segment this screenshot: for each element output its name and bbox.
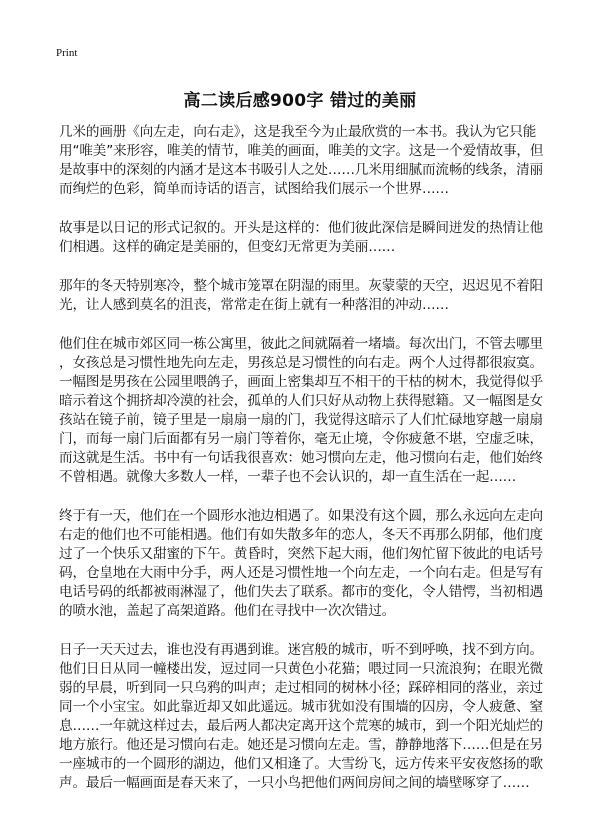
text-line: 的喷水池，盖起了高架道路。他们在寻找中一次次错过。 — [59, 603, 396, 619]
text-line: 故事是以日记的形式记叙的。开头是这样的：他们彼此深信是瞬间迸发的热情让他 — [59, 220, 543, 236]
paragraph — [59, 641, 547, 793]
text-line: 门，而每一扇门后面都有另一扇门等着你，毫无止境，令你疲惫不堪，空虚乏味， — [59, 431, 543, 447]
text-line: 不曾相遇。就像大多数人一样，一辈子也不会认识的，却一直生活在一起…… — [59, 469, 517, 485]
text-line: 码，仓皇地在大雨中分手，两人还是习惯性地一个向左走，一个向右走。但是写有 — [59, 565, 543, 581]
text-line: 孩站在镜子前，镜子里是一扇扇一扇的门，我觉得这暗示了人们忙碌地穿越一扇扇 — [59, 412, 543, 428]
text-line: 几米的画册《向左走，向右走》，这是我至今为止最欣赏的一本书。我认为它只能 — [59, 124, 537, 140]
page-title: 高二读后感900字 错过的美丽 — [183, 91, 417, 112]
paragraph — [59, 219, 547, 257]
text-line: 光，让人感到莫名的沮丧，常常走在街上就有一种落泪的冲动…… — [59, 297, 449, 313]
text-line: 息……一年就这样过去，最后两人都决定离开这个荒寒的城市，到一个阳光灿烂的 — [59, 718, 543, 734]
text-line: 终于有一天，他们在一个圆形水池边相遇了。如果没有这个圆，那么永远向左走向 — [59, 508, 543, 524]
text-line: 用“唯美”来形容，唯美的情节，唯美的画面，唯美的文字。这是一个爱情故事，但 — [59, 143, 544, 159]
paragraph — [59, 335, 547, 487]
article-body — [59, 123, 547, 813]
text-line: 暗示着这个拥挤却冷漠的社会，孤单的人们只好从动物上获得慰籍。又一幅图是女 — [59, 393, 543, 409]
text-line: 同一个小宝宝。如此靠近却又如此遥远。城市犹如没有围墙的囚房，令人疲惫、窒 — [59, 699, 543, 715]
paragraph — [59, 277, 547, 315]
text-line: 他们住在城市郊区同一栋公寓里，彼此之间就隔着一堵墙。每次出门，不管去哪里 — [59, 336, 543, 352]
text-line: 是故事中的深刻的内涵才是这本书吸引人之处……几米用细腻而流畅的线条，清丽 — [59, 162, 543, 178]
text-line: 过了一个快乐又甜蜜的下午。黄昏时，突然下起大雨，他们匆忙留下彼此的电话号 — [59, 546, 543, 562]
text-line: 一座城市的一个圆形的湖边，他们又相逢了。大雪纷飞，远方传来平安夜悠扬的歌 — [59, 756, 543, 772]
text-line: 而这就是生活。书中有一句话我很喜欢：她习惯向左走，他习惯向右走，他们始终 — [59, 450, 543, 466]
print-link[interactable]: Print — [56, 47, 78, 59]
text-line: 右走的他们也不可能相遇。他们有如失散多年的恋人，冬天不再那么阴郁，他们度 — [59, 527, 543, 543]
text-line: 他们日日从同一幢楼出发，逗过同一只黄色小花猫；喂过同一只流浪狗；在眼光微 — [59, 661, 543, 677]
text-line: 电话号码的纸都被雨淋湿了，他们失去了联系。都市的变化，令人错愕，当初相遇 — [59, 584, 543, 600]
text-line: ，女孩总是习惯性地先向左走，男孩总是习惯性的向右走。两个人过得都很寂寞。 — [59, 355, 543, 371]
text-line: 弱的早晨，听到同一只乌鸦的叫声；走过相同的树林小径；踩碎相同的落业，亲过 — [59, 680, 543, 696]
text-line: 们相遇。这样的确定是美丽的，但变幻无常更为美丽…… — [59, 239, 396, 255]
paragraph — [59, 123, 547, 199]
text-line: 声。最后一幅画面是春天来了，一只小鸟把他们两间房间之间的墙壁啄穿了…… — [59, 775, 530, 791]
text-line: 地方旅行。他还是习惯向右走。她还是习惯向左走。雪，静静地落下……但是在另 — [59, 737, 543, 753]
text-line: 日子一天天过去，谁也没有再遇到谁。迷宫般的城市，听不到呼唤，找不到方向。 — [59, 642, 543, 658]
text-line: 那年的冬天特别寒冷，整个城市笼罩在阴湿的雨里。灰蒙蒙的天空，迟迟见不着阳 — [59, 278, 543, 294]
paragraph — [59, 507, 547, 621]
text-line: 而绚烂的色彩，简单而诗话的语言，试图给我们展示一个世界…… — [59, 181, 449, 197]
text-line: 一幅图是男孩在公园里喂鸽子，画面上密集却互不相干的干枯的树木，我觉得似乎 — [59, 374, 543, 390]
